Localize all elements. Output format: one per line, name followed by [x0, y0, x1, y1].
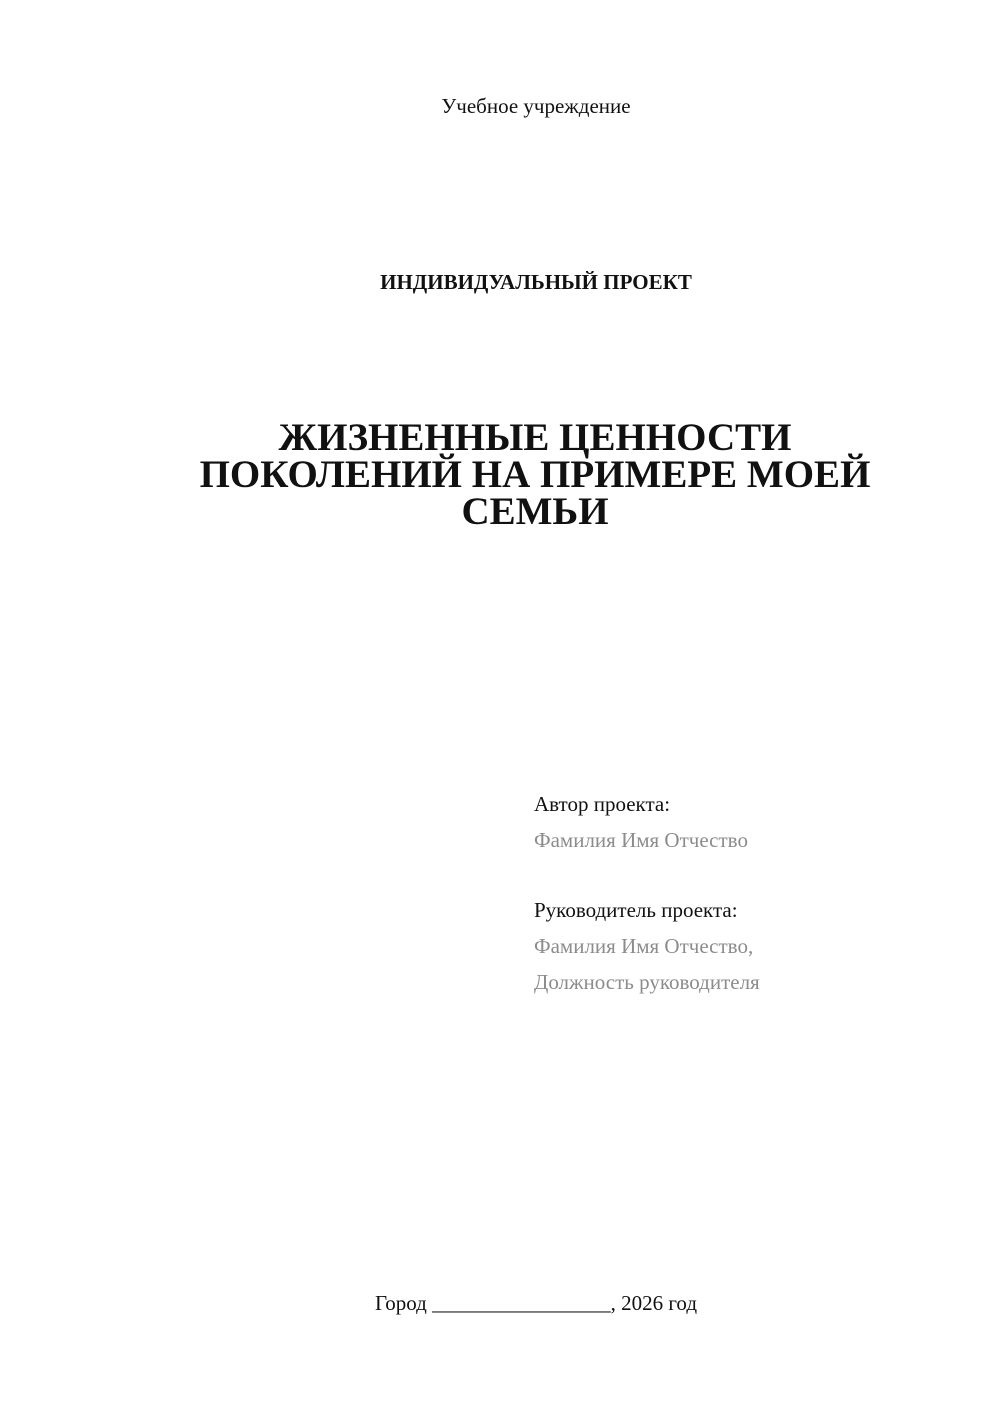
- author-block: [534, 786, 954, 858]
- project-title: [180, 416, 890, 533]
- author-label: Автор проекта:: [534, 792, 671, 816]
- supervisor-block: [534, 892, 954, 1000]
- institution-name: Учебное учреждение: [441, 94, 631, 118]
- footer-city-year: [0, 1288, 1000, 1318]
- project-title-line: СЕМЬИ: [461, 490, 609, 533]
- city-label: Город: [374, 1291, 427, 1315]
- project-title-line: ПОКОЛЕНИЙ НА ПРИМЕРЕ МОЕЙ: [199, 453, 871, 496]
- document-type: ИНДИВИДУАЛЬНЫЙ ПРОЕКТ: [380, 270, 692, 294]
- project-title-line: ЖИЗНЕННЫЕ ЦЕННОСТИ: [278, 416, 792, 459]
- author-name: Фамилия Имя Отчество: [534, 828, 748, 852]
- supervisor-name: Фамилия Имя Отчество,: [534, 934, 754, 958]
- city-blank: _________________: [432, 1291, 611, 1315]
- year-text: , 2026 год: [610, 1291, 698, 1315]
- supervisor-label: Руководитель проекта:: [534, 898, 738, 922]
- supervisor-position: Должность руководителя: [534, 970, 760, 994]
